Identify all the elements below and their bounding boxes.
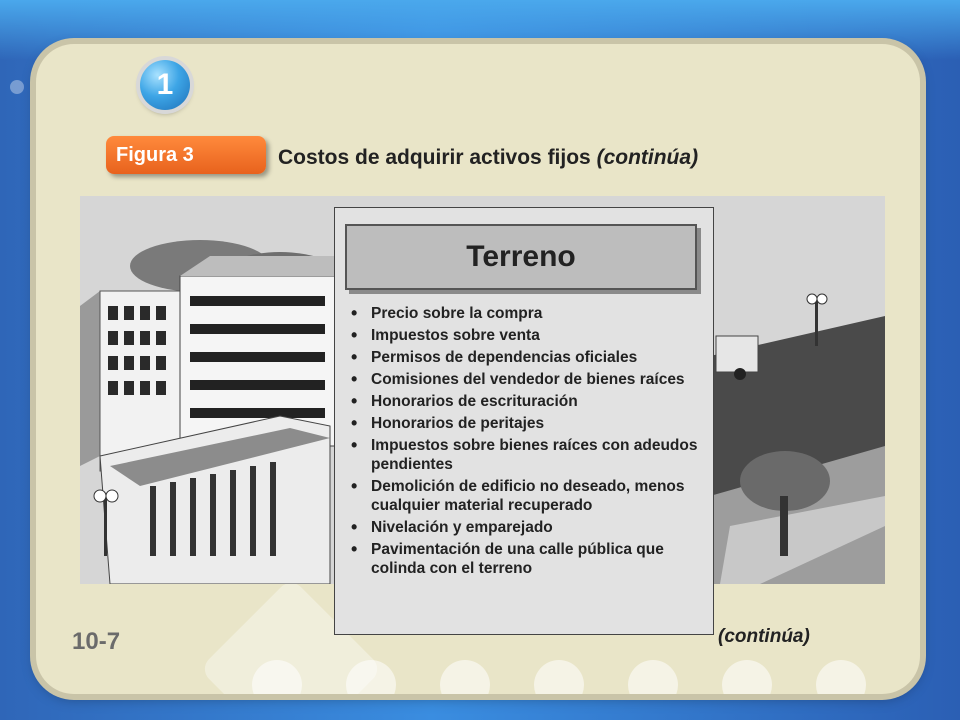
decor-bubble [440,660,490,694]
list-item: • Demolición de edificio no deseado, menos cualquier material recuperado [349,477,699,515]
list-item: • Impuestos sobre venta [349,326,699,345]
list-item: • Honorarios de peritajes [349,414,699,433]
land-costs-card [334,207,714,635]
figure-title-continued: (continúa) [596,146,699,169]
figure-label: Figura 3 [106,136,266,174]
decor-bubble [722,660,772,694]
figure-title-main: Costos de adquirir activos fijos [278,146,597,169]
list-item: • Impuestos sobre bienes raíces con adeudos pendientes [349,436,699,474]
list-item: • Permisos de dependencias oficiales [349,348,699,367]
continued-label: (continúa) [718,626,810,647]
cost-items-list [349,304,699,581]
list-item: • Pavimentación de una calle pública que colinda con el terreno [349,540,699,578]
decor-bubble [816,660,866,694]
list-item: • Comisiones del vendedor de bienes raíces [349,370,699,389]
page-number: 10-7 [72,628,121,655]
section-number-badge: 1 [140,60,190,110]
card-heading: Terreno [345,224,697,290]
decor-bubble [534,660,584,694]
list-item: • Precio sobre la compra [349,304,699,323]
list-item: • Nivelación y emparejado [349,518,699,537]
figure-title [278,146,698,170]
decor-bubble [628,660,678,694]
list-item: • Honorarios de escrituración [349,392,699,411]
decor-dot [10,80,24,94]
